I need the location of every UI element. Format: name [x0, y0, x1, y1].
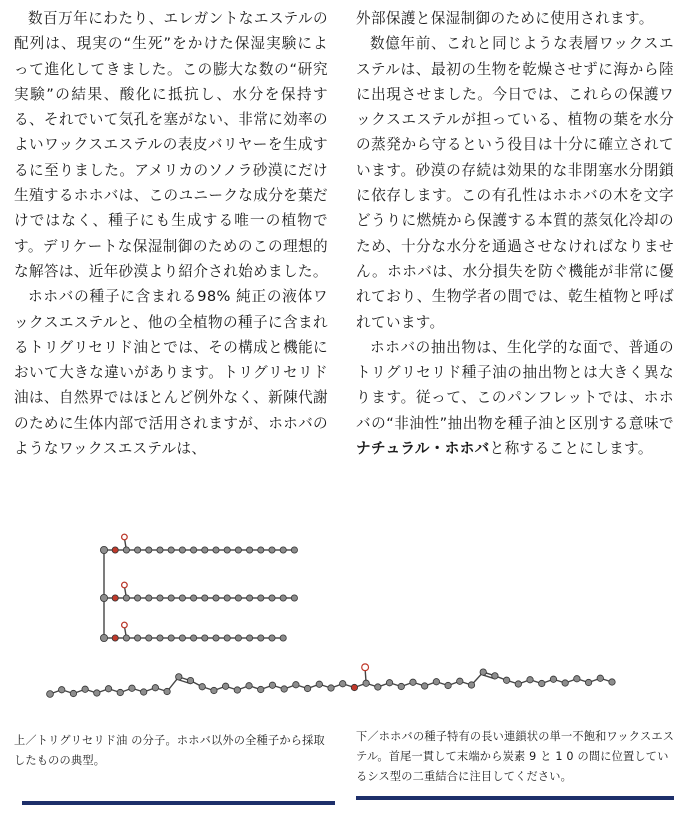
atom	[258, 635, 264, 641]
atom	[94, 690, 100, 696]
atom	[176, 674, 182, 680]
atom	[258, 595, 264, 601]
atom	[258, 686, 264, 692]
atom	[304, 685, 310, 691]
atom	[527, 677, 533, 683]
atom	[123, 547, 129, 553]
atom	[235, 595, 241, 601]
atom	[211, 687, 217, 693]
paragraph-text: ホホバの抽出物は、生化学的な面で、普通のトリグリセリド種子油の抽出物とは大きく異なります。従って、このパンフレットでは、ホホバの“非油性”抽出物を種子油と区別する意味で	[356, 338, 674, 432]
atom	[258, 547, 264, 553]
atom	[47, 691, 54, 698]
atom	[503, 677, 509, 683]
atom	[199, 684, 205, 690]
atom	[112, 595, 118, 601]
atom	[340, 681, 346, 687]
atom	[291, 595, 297, 601]
body-paragraph	[356, 335, 674, 461]
atom	[224, 635, 230, 641]
atom	[480, 669, 486, 675]
atom	[164, 688, 170, 694]
atom	[247, 635, 253, 641]
atom	[222, 683, 228, 689]
atom	[152, 685, 158, 691]
atom	[609, 679, 615, 685]
atom	[247, 547, 253, 553]
molecule-diagram	[0, 520, 684, 720]
atom	[433, 679, 439, 685]
body-paragraph: 数億年前、これと同じような表層ワックスエステルは、最初の生物を乾燥させずに海から陸に出現させました。今日では、これらの保護ワックスエステルが担っている、植物の葉を水分の蒸発から守るという役目は十分に確立されています。砂漠の存続は効果的な非閉塞水分閉鎖に依存します。この有孔性はホホバの木を文字どうりに燃焼から保護する本質的蒸気化冷却のため、十分な水分を通過させなければなりません。ホホバは、水分損失を防ぐ機能が非常に優れており、生物学者の間では、乾生植物と呼ばれています。	[356, 35, 674, 331]
triglyceride-molecule	[100, 534, 297, 641]
oxygen-atom	[362, 664, 369, 671]
right-column	[356, 6, 674, 461]
atom	[269, 635, 275, 641]
atom	[135, 595, 141, 601]
emphasized-term: ナチュラル・ホホバ	[356, 440, 490, 458]
atom	[70, 690, 76, 696]
atom	[492, 673, 498, 679]
atom	[105, 686, 111, 692]
atom	[168, 635, 174, 641]
atom	[146, 547, 152, 553]
atom	[179, 547, 185, 553]
atom	[550, 676, 556, 682]
atom	[187, 677, 193, 683]
atom	[539, 680, 545, 686]
atom	[191, 595, 197, 601]
atom	[202, 635, 208, 641]
atom	[157, 547, 163, 553]
atom	[457, 678, 463, 684]
body-paragraph: 外部保護と保湿制御のために使用されます。	[356, 10, 654, 27]
atom	[191, 547, 197, 553]
atom	[235, 547, 241, 553]
body-paragraph: 数百万年にわたり、エレガントなエステルの配列は、現実の“生死”をかけた保湿実験によって進化してきました。この膨大な数の“研究実験”の結果、酸化に抵抗し、水分を保持する、それでいて気孔を塞がない、非常に効率のよいワックスエステルの表皮バリヤーを生成するに至りました。アメリカのソノラ砂漠にだけ生殖するホホバは、このユニークな成分を葉だけではなく、種子にも生成する唯一の植物です。デリケートな保湿制御のためのこの理想的な解答は、近年砂漠より紹介され始めました。	[14, 10, 328, 280]
atom	[224, 547, 230, 553]
atom	[202, 595, 208, 601]
atom	[179, 635, 185, 641]
atom	[351, 684, 357, 690]
atom	[375, 684, 381, 690]
atom	[234, 687, 240, 693]
atom	[202, 547, 208, 553]
atom	[100, 594, 107, 601]
atom	[82, 686, 88, 692]
atom	[123, 635, 129, 641]
atom	[168, 547, 174, 553]
atom	[280, 595, 286, 601]
atom	[146, 635, 152, 641]
atom	[293, 682, 299, 688]
atom	[140, 689, 146, 695]
atom	[421, 683, 427, 689]
atom	[129, 685, 135, 691]
atom	[146, 595, 152, 601]
divider-rule	[22, 801, 335, 805]
atom	[597, 675, 603, 681]
atom	[117, 689, 123, 695]
caption-triglyceride: 上／トリグリセリド油 の分子。ホホバ以外の全種子から採取したものの典型。	[14, 734, 325, 767]
atom	[100, 546, 107, 553]
atom	[280, 635, 286, 641]
atom	[386, 680, 392, 686]
atom	[224, 595, 230, 601]
atom	[468, 682, 474, 688]
atom	[247, 595, 253, 601]
atom	[59, 687, 65, 693]
atom	[410, 679, 416, 685]
atom	[213, 635, 219, 641]
wax-ester-molecule	[47, 664, 616, 698]
atom	[213, 547, 219, 553]
paragraph-text: と称することにします。	[489, 440, 653, 458]
atom	[269, 547, 275, 553]
atom	[157, 635, 163, 641]
atom	[316, 681, 322, 687]
atom	[398, 683, 404, 689]
atom	[191, 635, 197, 641]
atom	[328, 685, 334, 691]
atom	[179, 595, 185, 601]
atom	[157, 595, 163, 601]
atom	[280, 547, 286, 553]
body-paragraph: ホホバの種子に含まれる98% 純正の液体ワックスエステルと、他の全植物の種子に含まれるトリグリセリド油とでは、その構成と機能において大きな違いがあります。トリグリセリド油は、自然界ではほとんど例外なく、新陳代謝のために生体内部で活用されますが、ホホバのようなワックスエステルは、	[14, 288, 328, 458]
divider-rule	[356, 796, 674, 800]
left-column	[14, 6, 328, 461]
atom	[291, 547, 297, 553]
atom	[100, 634, 107, 641]
atom	[235, 635, 241, 641]
atom	[574, 676, 580, 682]
atom	[363, 680, 369, 686]
atom	[269, 595, 275, 601]
atom	[562, 680, 568, 686]
caption-wax-ester: 下／ホホバの種子特有の長い連鎖状の単一不飽和ワックスエステル。首尾一貫して末端から炭素 9 と 1 0 の間に位置しているシス型の二重結合に注目してください。	[356, 730, 675, 783]
atom	[112, 635, 118, 641]
atom	[135, 547, 141, 553]
atom	[445, 682, 451, 688]
atom	[135, 635, 141, 641]
atom	[585, 679, 591, 685]
atom	[123, 595, 129, 601]
atom	[281, 686, 287, 692]
atom	[112, 547, 118, 553]
atom	[246, 683, 252, 689]
atom	[515, 681, 521, 687]
atom	[168, 595, 174, 601]
atom	[269, 682, 275, 688]
atom	[213, 595, 219, 601]
